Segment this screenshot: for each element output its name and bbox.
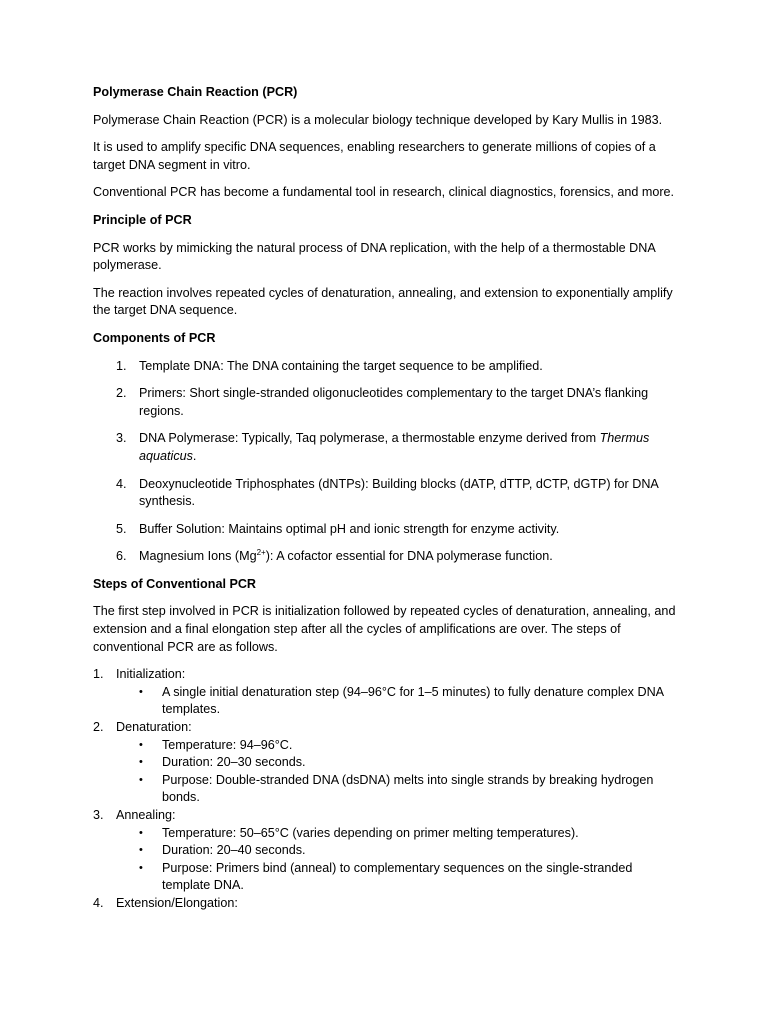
bullet-icon: •	[139, 738, 143, 751]
bullet-text: Duration: 20–30 seconds.	[162, 755, 306, 770]
list-item-text-end: ): A cofactor essential for DNA polymerase function.	[265, 549, 553, 564]
document-page	[93, 84, 683, 913]
step-bullet-list	[116, 825, 683, 895]
bullet-item	[116, 860, 683, 895]
steps-intro-paragraph: The first step involved in PCR is initialization followed by repeated cycles of denaturation, annealing, and extension and a final elongation step after all the cycles of amplifications are over. The steps of conventional PCR are as follows.	[93, 604, 676, 654]
bullet-item	[116, 684, 683, 719]
bullet-text: Duration: 20–40 seconds.	[162, 843, 306, 858]
list-number: 1.	[116, 358, 127, 373]
bullet-icon: •	[139, 773, 143, 786]
bullet-text: Temperature: 50–65°C (varies depending on primer melting temperatures).	[162, 825, 579, 840]
step-label: Extension/Elongation:	[116, 895, 238, 910]
list-item-text-end: .	[192, 448, 197, 463]
list-number: 2.	[116, 386, 127, 401]
list-item	[93, 476, 683, 511]
list-number: 4.	[116, 476, 127, 491]
steps-heading: Steps of Conventional PCR	[93, 576, 257, 591]
bullet-text: Temperature: 94–96°C.	[162, 737, 293, 752]
step-label: Annealing:	[116, 808, 176, 822]
list-item	[93, 358, 683, 376]
principle-paragraph-1: PCR works by mimicking the natural process of DNA replication, with the help of a thermostable DNA polymerase.	[93, 240, 656, 273]
bullet-item	[116, 825, 683, 843]
superscript-charge: 2+	[256, 548, 266, 558]
list-item-text: Buffer Solution: Maintains optimal pH and ionic strength for enzyme activity.	[139, 521, 560, 536]
document-title: Polymerase Chain Reaction (PCR)	[93, 85, 298, 99]
list-item-text: Magnesium Ions (Mg	[139, 549, 257, 564]
list-number: 6.	[116, 549, 127, 564]
bullet-icon: •	[139, 685, 143, 698]
bullet-icon: •	[139, 844, 143, 857]
step-label: Initialization:	[116, 667, 186, 682]
bullet-item	[116, 754, 683, 772]
bullet-icon: •	[139, 756, 143, 769]
step-item	[93, 719, 683, 807]
bullet-item	[116, 842, 683, 860]
bullet-text: A single initial denaturation step (94–96°C for 1–5 minutes) to fully denature complex DNA templates.	[162, 684, 664, 717]
list-item-text: Deoxynucleotide Triphosphates (dNTPs): Building blocks (dATP, dTTP, dCTP, dGTP) for DNA synthesis.	[139, 476, 659, 509]
principle-paragraph-2: The reaction involves repeated cycles of denaturation, annealing, and extension to exponentially amplify the target DNA sequence.	[93, 285, 673, 318]
step-item	[93, 666, 683, 719]
step-number: 2.	[93, 720, 104, 735]
list-item-text: DNA Polymerase: Typically, Taq polymerase, a thermostable enzyme derived from	[139, 431, 600, 446]
bullet-text: Purpose: Primers bind (anneal) to complementary sequences on the single-stranded template DNA.	[162, 860, 633, 893]
components-heading: Components of PCR	[93, 330, 216, 345]
intro-paragraph-2: It is used to amplify specific DNA sequences, enabling researchers to generate millions of copies of a target DNA segment in vitro.	[93, 140, 656, 172]
bullet-item	[116, 737, 683, 755]
species-name: Thermus aquaticus	[139, 431, 650, 463]
principle-heading: Principle of PCR	[93, 212, 192, 227]
bullet-icon: •	[139, 826, 143, 839]
step-item	[93, 895, 683, 913]
intro-paragraph-1: Polymerase Chain Reaction (PCR) is a molecular biology technique developed by Kary Mullis in 1983.	[93, 112, 663, 127]
bullet-item	[116, 772, 683, 807]
list-number: 3.	[116, 431, 127, 446]
step-number: 1.	[93, 667, 104, 682]
intro-paragraph-3: Conventional PCR has become a fundamental tool in research, clinical diagnostics, forensics, and more.	[93, 185, 675, 200]
step-number: 3.	[93, 808, 104, 822]
step-bullet-list	[116, 737, 683, 807]
list-item-text: Template DNA: The DNA containing the target sequence to be amplified.	[139, 358, 543, 373]
list-item-text: Primers: Short single-stranded oligonucleotides complementary to the target DNA’s flanking regions.	[139, 386, 649, 418]
step-bullet-list	[116, 684, 683, 719]
steps-list	[93, 666, 683, 912]
list-item	[93, 548, 683, 566]
step-label: Denaturation:	[116, 720, 192, 735]
bullet-icon: •	[139, 861, 143, 874]
components-list	[93, 358, 683, 566]
step-item	[93, 807, 683, 895]
list-item	[93, 521, 683, 539]
step-number: 4.	[93, 895, 104, 910]
bullet-text: Purpose: Double-stranded DNA (dsDNA) melts into single strands by breaking hydrogen bonds.	[162, 772, 654, 805]
list-number: 5.	[116, 521, 127, 536]
list-item	[93, 385, 683, 420]
list-item	[93, 430, 683, 465]
